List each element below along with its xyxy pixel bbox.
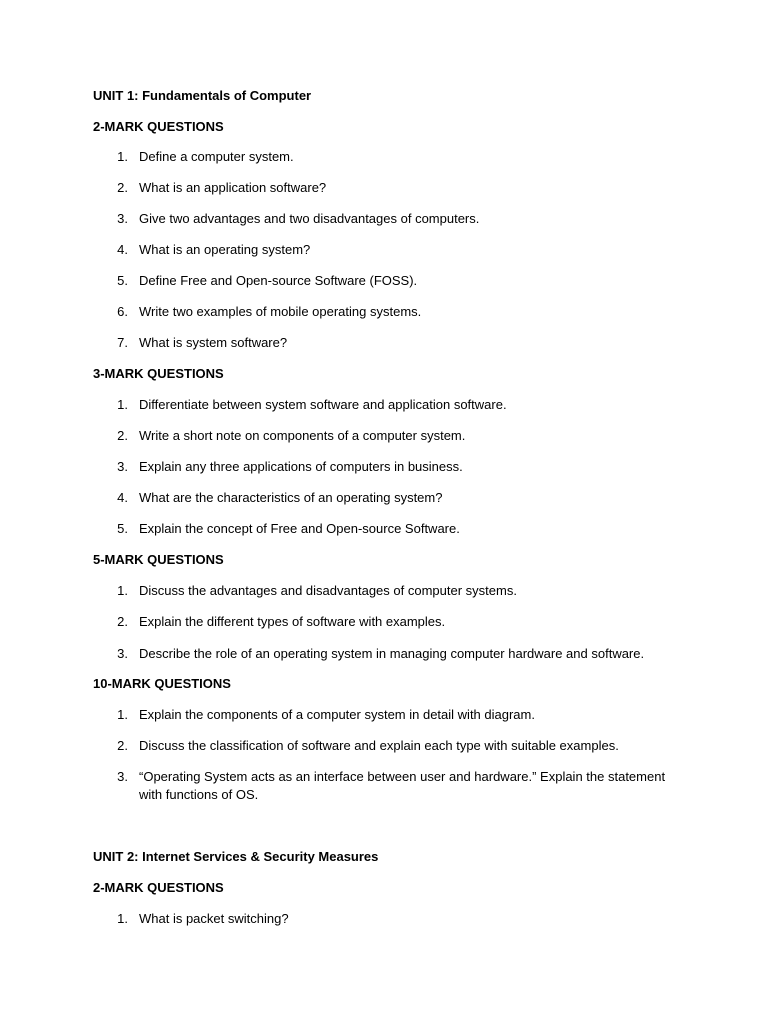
question-number: 1.: [117, 397, 128, 412]
section-heading: 2-MARK QUESTIONS: [93, 119, 224, 134]
question-number: 5.: [117, 521, 128, 536]
question-text: Discuss the advantages and disadvantages of computer systems.: [139, 583, 517, 598]
question-number: 4.: [117, 490, 128, 505]
question-text: Explain the concept of Free and Open-source Software.: [139, 521, 460, 536]
question-text: Explain the components of a computer system in detail with diagram.: [139, 707, 535, 722]
section-heading: 2-MARK QUESTIONS: [93, 880, 224, 895]
unit-title: UNIT 1: Fundamentals of Computer: [93, 88, 312, 103]
question-text: What is packet switching?: [139, 911, 289, 926]
question-number: 1.: [117, 583, 128, 598]
question-number: 3.: [117, 211, 128, 226]
question-number: 1.: [117, 149, 128, 164]
section-heading: 3-MARK QUESTIONS: [93, 366, 224, 381]
question-text: Give two advantages and two disadvantages of computers.: [139, 211, 480, 226]
question-text: “Operating System acts as an interface between user and hardware.” Explain the statement with functions of OS.: [139, 769, 666, 802]
question-number: 3.: [117, 459, 128, 474]
section-heading: 5-MARK QUESTIONS: [93, 552, 224, 567]
question-number: 2.: [117, 614, 128, 629]
question-text: Write two examples of mobile operating systems.: [139, 304, 422, 319]
question-text: Write a short note on components of a computer system.: [139, 428, 466, 443]
question-text: What are the characteristics of an operating system?: [139, 490, 443, 505]
question-text: Explain the different types of software with examples.: [139, 614, 446, 629]
question-text: What is an operating system?: [139, 242, 311, 257]
question-number: 6.: [117, 304, 128, 319]
question-text: Explain any three applications of computers in business.: [139, 459, 463, 474]
question-number: 2.: [117, 180, 128, 195]
question-text: Describe the role of an operating system in managing computer hardware and software.: [139, 646, 645, 661]
question-text: What is system software?: [139, 335, 288, 350]
question-number: 1.: [117, 707, 128, 722]
question-text: Define Free and Open-source Software (FOSS).: [139, 273, 418, 288]
question-number: 1.: [117, 911, 128, 926]
question-number: 4.: [117, 242, 128, 257]
question-number: 2.: [117, 738, 128, 753]
question-number: 3.: [117, 646, 128, 661]
question-text: What is an application software?: [139, 180, 327, 195]
question-text: Define a computer system.: [139, 149, 294, 164]
question-text: Discuss the classification of software and explain each type with suitable examples.: [139, 738, 619, 753]
section-heading: 10-MARK QUESTIONS: [93, 676, 231, 691]
question-number: 3.: [117, 769, 128, 784]
unit-title: UNIT 2: Internet Services & Security Measures: [93, 849, 379, 864]
question-number: 7.: [117, 335, 128, 350]
question-number: 2.: [117, 428, 128, 443]
question-text: Differentiate between system software and application software.: [139, 397, 507, 412]
question-number: 5.: [117, 273, 128, 288]
